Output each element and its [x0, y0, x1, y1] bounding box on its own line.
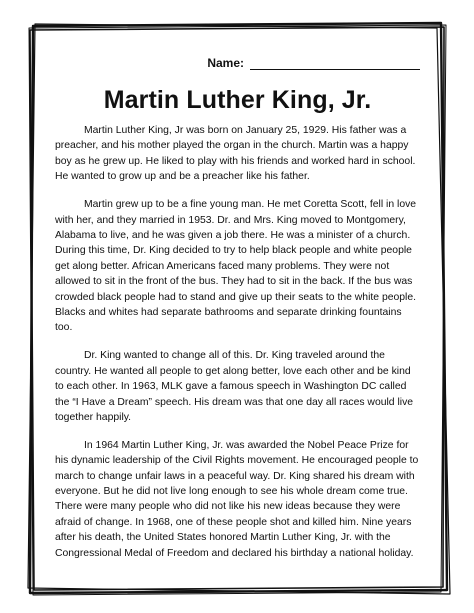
paragraph-1: Martin Luther King, Jr was born on January 25, 1929. His father was a preacher, and his mother played the organ in the church. Martin was a happy boy as he grew up. He liked to play with his friends and worked hard in school. He wanted to grow up and be a preacher like his father.	[55, 125, 416, 183]
page-title: Martin Luther King, Jr.	[103, 86, 372, 114]
name-field-row	[55, 56, 420, 70]
worksheet-content	[55, 52, 420, 574]
paragraph-4: In 1964 Martin Luther King, Jr. was awarded the Nobel Peace Prize for his dynamic leadership of the Civil Rights movement. He encouraged people to march to change unfair laws in a peaceful way. Dr. King shared his dream with everyone. But he did not live long enough to see his whole dream come true. There were many people who did not like his new ideas because they were afraid of change. In 1968, one of these people shot and killed him. Nine years after his death, the United States honored Martin Luther King, Jr. with the Congressional Medal of Freedom and declared his birthday a national holiday.	[55, 439, 419, 559]
name-blank-line[interactable]	[250, 57, 420, 70]
paragraph-3: Dr. King wanted to change all of this. Dr. King traveled around the country. He wanted all people to get along better, love each other and be kind to each other. In 1963, MLK gave a famous speech in Washington DC called the “I Have a Dream” speech. His dream was that one day all races would live together happily.	[55, 350, 414, 423]
name-label: Name:	[207, 56, 244, 70]
paragraph-2: Martin grew up to be a fine young man. He met Coretta Scott, fell in love with her, and they married in 1953. Dr. and Mrs. King moved to Montgomery, Alabama to live, and he was given a job there. He was a minister of a church. During this time, Dr. King decided to try to help black people and white people get along better. African Americans faced many problems. They were not allowed to sit in the front of the bus. They had to sit in the back. If the bus was crowded black people had to stand and give up their seats to the white people. Blacks and whites had separate bathrooms and separate drinking fountains too.	[55, 199, 417, 334]
